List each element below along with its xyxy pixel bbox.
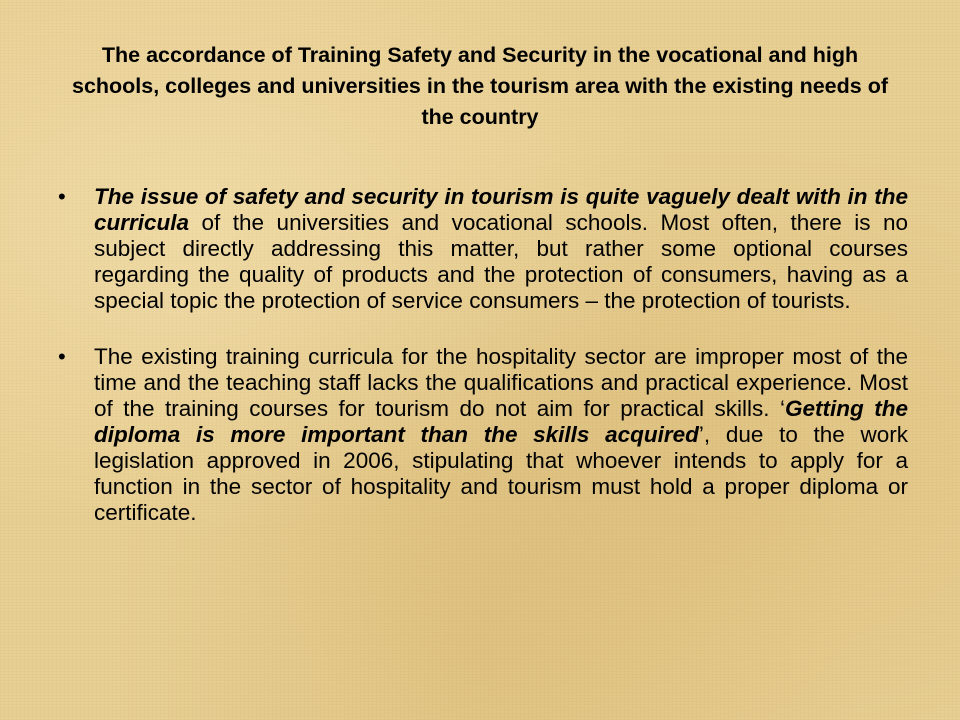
bullet-item [58,344,908,526]
bullet-dot-icon: • [58,184,66,209]
bullet-list [58,184,908,526]
bullet-emphasis-text: Getting the diploma is more important than the skills acquired [94,396,908,447]
bullet-body-text: of the universities and vocational schools. Most often, there is no subject directly addressing this matter, but rather some optional courses regarding the quality of products and the protection of consumers, having as a special topic the protection of service consumers – the protection of tourists. [94,210,908,313]
bullet-item [58,184,908,314]
bullet-body-text: The existing training curricula for the hospitality sector are improper most of the time and the teaching staff lacks the qualifications and practical experience. Most of the training courses for tourism do not aim for practical skills. ‘ [94,344,908,421]
bullet-dot-icon: • [58,344,66,369]
slide-title: The accordance of Training Safety and Security in the vocational and high schools, colleges and universities in the tourism area with the existing needs of the country [71,43,888,129]
bullet-body-text: ’, due to the work legislation approved in 2006, stipulating that whoever intends to apply for a function in the sector of hospitality and tourism must hold a proper diploma or certificate. [94,422,909,525]
bullet-emphasis-text: The issue of safety and security in tourism is quite vaguely dealt with in the curricula [94,184,908,235]
